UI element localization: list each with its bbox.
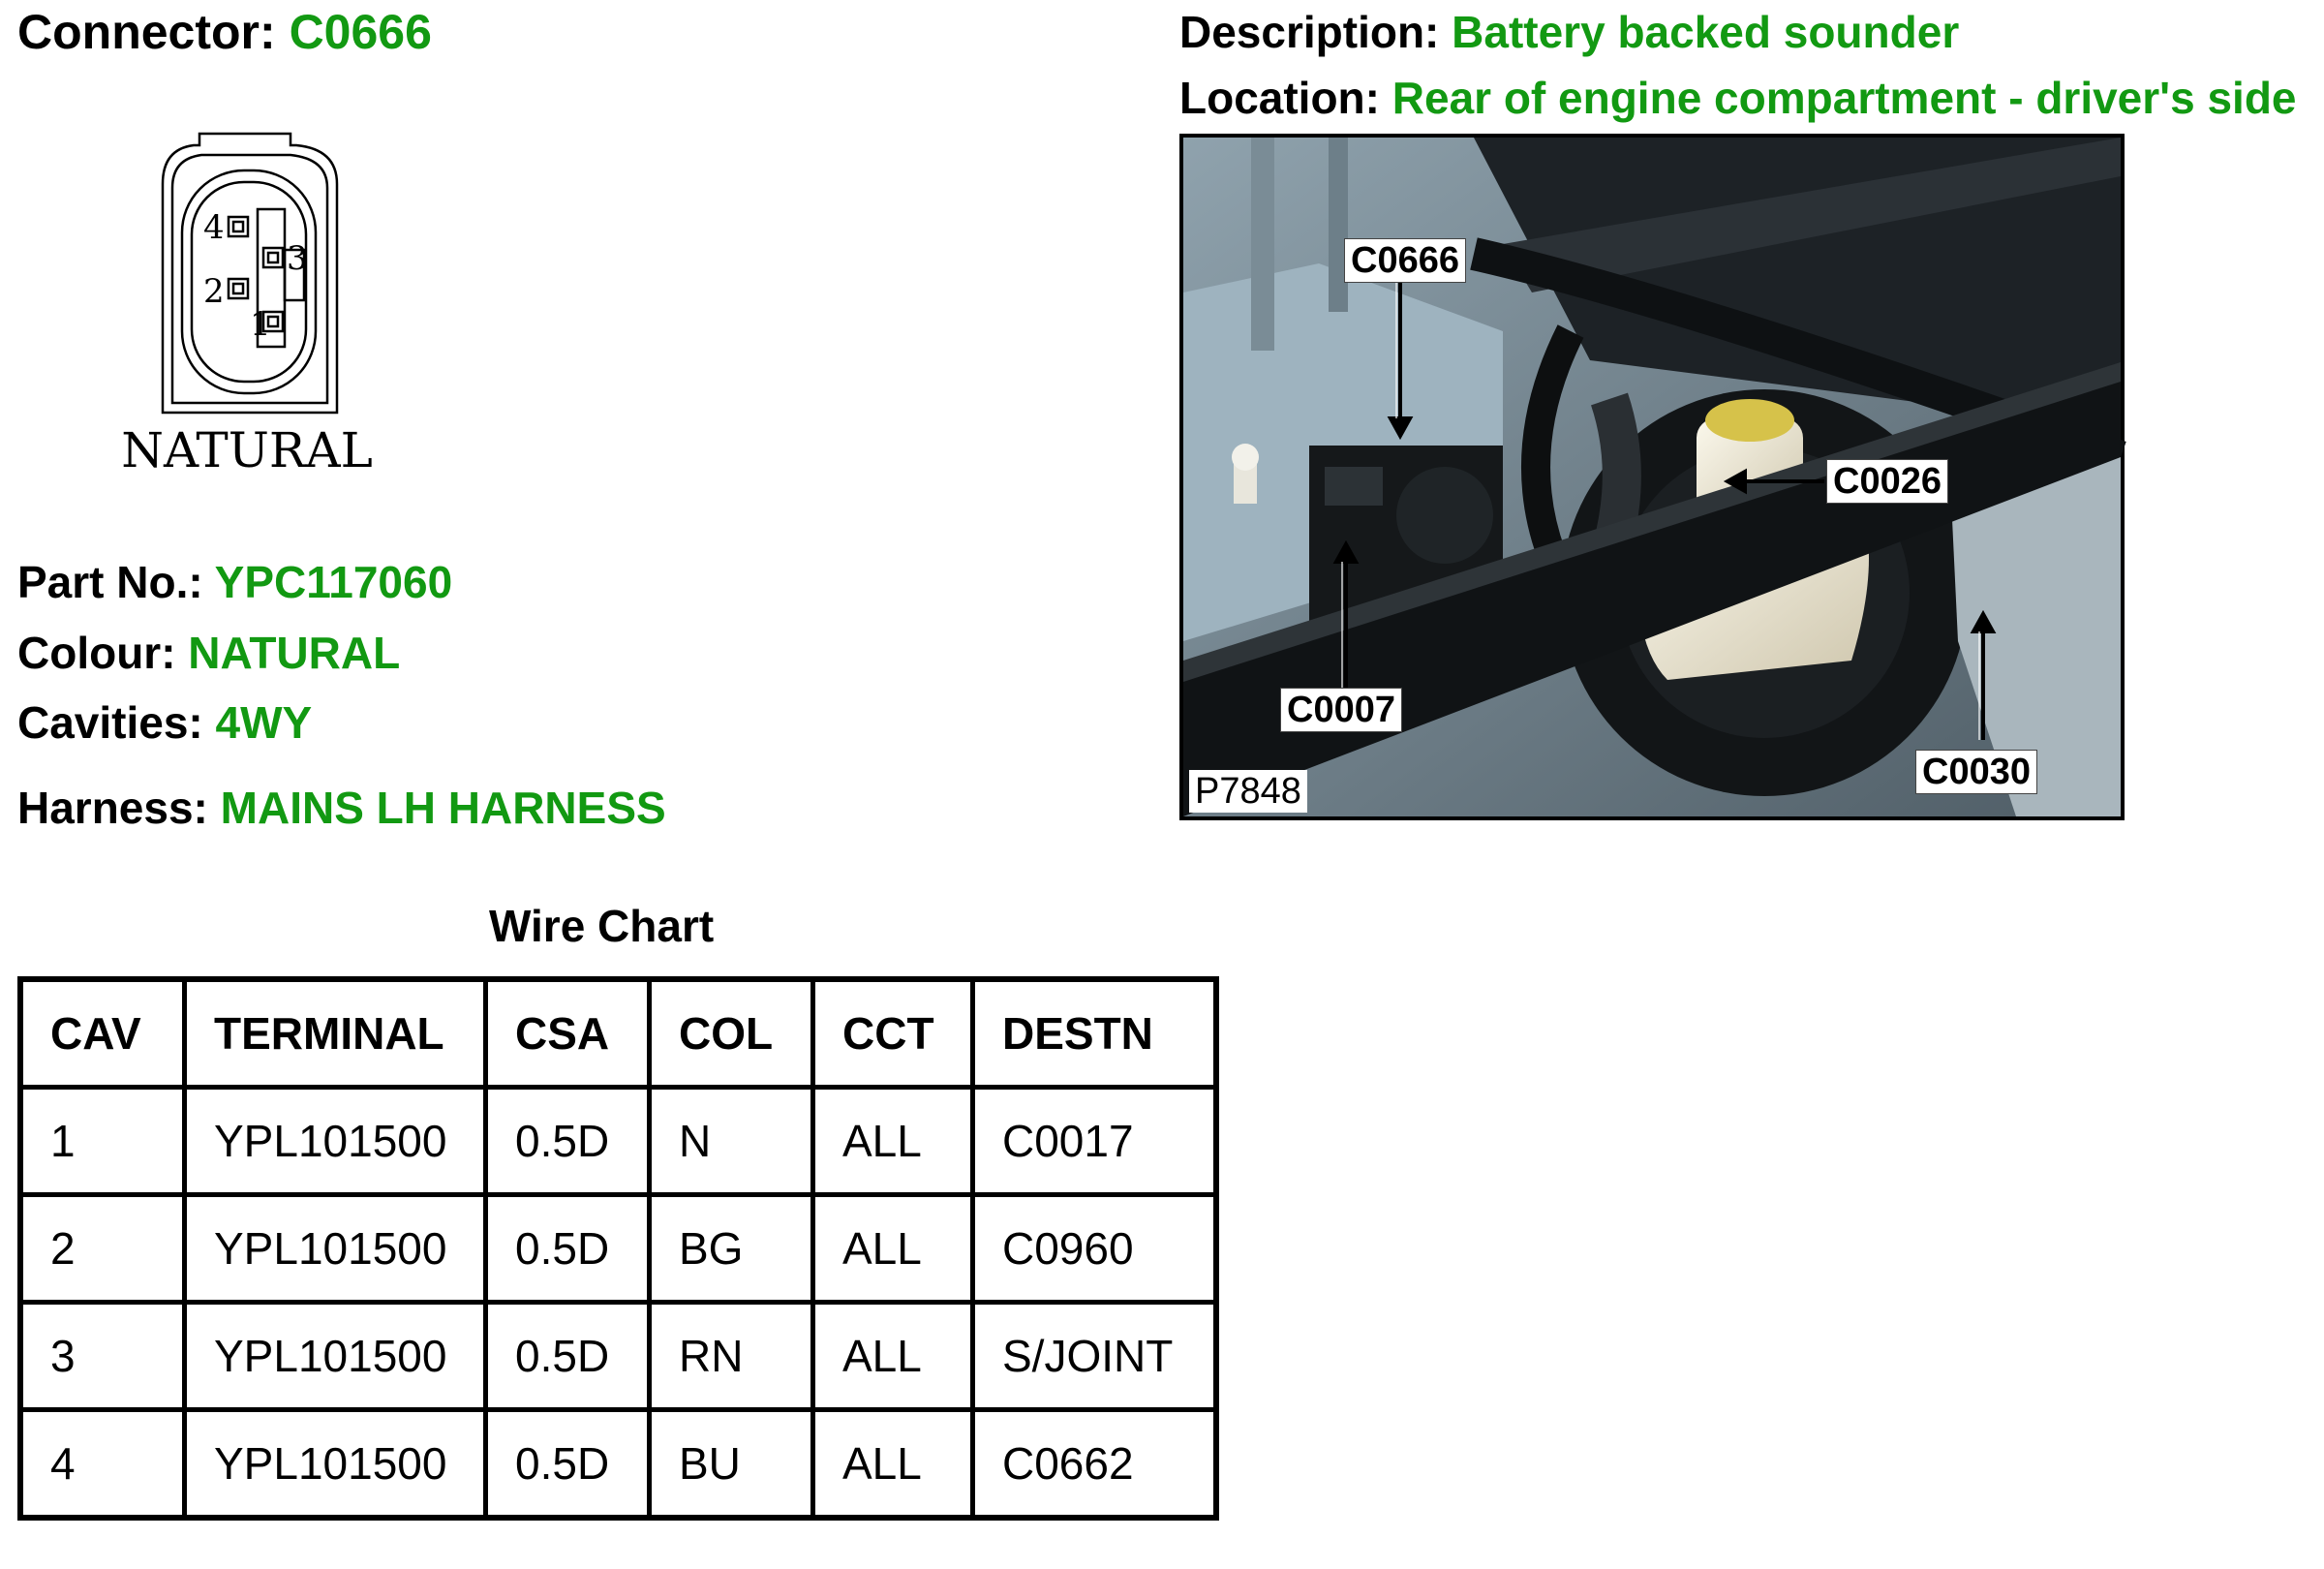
colour-value: NATURAL xyxy=(188,628,401,678)
cell-col: RN xyxy=(650,1303,813,1410)
cavities-field xyxy=(17,697,313,748)
connector-diagram xyxy=(121,126,373,489)
connector-field xyxy=(17,5,432,59)
part-number-value: YPC117060 xyxy=(214,557,453,607)
pin-label-4: 4 xyxy=(203,208,225,247)
cell-destn: C0662 xyxy=(973,1410,1217,1519)
photo-id-label: P7848 xyxy=(1189,770,1307,813)
cell-col: N xyxy=(650,1088,813,1195)
harness-field xyxy=(17,783,666,833)
description-field xyxy=(1179,7,1960,57)
header-cav: CAV xyxy=(20,979,185,1088)
harness-value: MAINS LH HARNESS xyxy=(220,783,666,833)
cell-cct: ALL xyxy=(813,1088,973,1195)
part-number-label: Part No.: xyxy=(17,557,203,607)
diagram-colour-label: NATURAL xyxy=(121,422,373,478)
cell-cct: ALL xyxy=(813,1410,973,1519)
cell-col: BG xyxy=(650,1195,813,1303)
cell-destn: C0960 xyxy=(973,1195,1217,1303)
colour-field xyxy=(17,628,401,678)
cell-terminal: YPL101500 xyxy=(185,1195,486,1303)
cell-terminal: YPL101500 xyxy=(185,1410,486,1519)
cell-csa: 0.5D xyxy=(486,1195,650,1303)
connector-outline xyxy=(163,134,337,413)
table-row xyxy=(20,1195,1216,1303)
cell-cav: 2 xyxy=(20,1195,185,1303)
cell-cav: 1 xyxy=(20,1088,185,1195)
description-label: Description: xyxy=(1179,7,1440,57)
cell-col: BU xyxy=(650,1410,813,1519)
pin-label-2: 2 xyxy=(203,272,225,311)
table-row xyxy=(20,1410,1216,1519)
location-field xyxy=(1179,73,2297,123)
cell-destn: C0017 xyxy=(973,1088,1217,1195)
connector-label: Connector: xyxy=(17,5,276,59)
header-col: COL xyxy=(650,979,813,1088)
cell-cct: ALL xyxy=(813,1303,973,1410)
cell-cav: 4 xyxy=(20,1410,185,1519)
cavities-value: 4WY xyxy=(215,697,313,748)
cavities-label: Cavities: xyxy=(17,697,203,748)
photo-callout-c0026: C0026 xyxy=(1826,459,1948,504)
part-number-field xyxy=(17,557,453,607)
harness-label: Harness: xyxy=(17,783,208,833)
cell-destn: S/JOINT xyxy=(973,1303,1217,1410)
cell-cct: ALL xyxy=(813,1195,973,1303)
cell-csa: 0.5D xyxy=(486,1088,650,1195)
description-value: Battery backed sounder xyxy=(1452,7,1960,57)
header-cct: CCT xyxy=(813,979,973,1088)
header-terminal: TERMINAL xyxy=(185,979,486,1088)
colour-label: Colour: xyxy=(17,628,176,678)
photo-callout-c0666: C0666 xyxy=(1344,238,1466,283)
location-photo xyxy=(1179,134,2125,820)
photo-callout-c0007: C0007 xyxy=(1280,688,1402,732)
pin-label-3: 3 xyxy=(287,239,308,278)
header-destn: DESTN xyxy=(973,979,1217,1088)
cell-csa: 0.5D xyxy=(486,1303,650,1410)
wire-chart-header-row xyxy=(20,979,1216,1088)
cell-cav: 3 xyxy=(20,1303,185,1410)
header-csa: CSA xyxy=(486,979,650,1088)
cell-terminal: YPL101500 xyxy=(185,1088,486,1195)
location-label: Location: xyxy=(1179,73,1380,123)
wire-chart-title: Wire Chart xyxy=(489,901,715,951)
table-row xyxy=(20,1088,1216,1195)
pin-label-1: 1 xyxy=(250,305,271,344)
cell-csa: 0.5D xyxy=(486,1410,650,1519)
cell-terminal: YPL101500 xyxy=(185,1303,486,1410)
location-value: Rear of engine compartment - driver's side xyxy=(1391,73,2297,123)
table-row xyxy=(20,1303,1216,1410)
photo-callout-c0030: C0030 xyxy=(1915,750,2037,794)
connector-value: C0666 xyxy=(289,5,432,59)
wire-chart-table xyxy=(17,976,1219,1521)
